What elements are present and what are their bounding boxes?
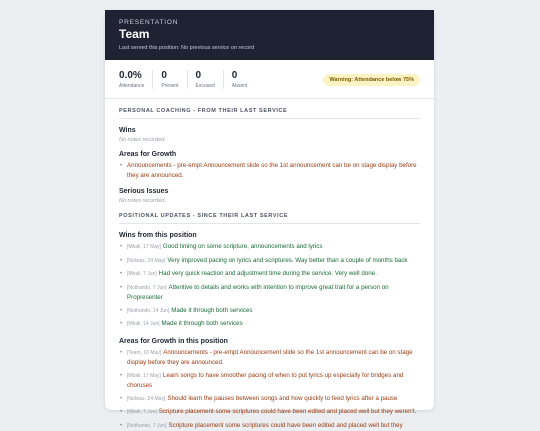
stat-excused [187, 70, 223, 89]
list-item [119, 283, 420, 303]
list-item: • Announcements - pre-empt Announcement slide so the 1st announcement can be on stage display before they are announced. [119, 161, 420, 180]
note-text: Attentive to details and works with intention to improve great trait for a person on Propresenter [127, 284, 389, 302]
stat-value: 0.0% [119, 70, 144, 82]
growth-list [119, 161, 420, 180]
stat-label: Present [161, 83, 178, 89]
position-growth-list [119, 348, 420, 431]
note-text: Had very quick reaction and adjustment time during the service. Very well done. [159, 270, 377, 277]
wins-empty-note: No notes recorded. [119, 137, 420, 143]
position-card [105, 10, 434, 410]
list-item [119, 319, 420, 330]
note-author-tag: [Mbali, 17 May] [127, 373, 161, 379]
note-author-tag: [Mbali, 14 Jun] [127, 321, 160, 327]
list-item [119, 269, 420, 280]
card-body [105, 108, 434, 431]
note-author-tag: [Nothando, 14 Jun] [127, 308, 169, 314]
position-wins-list [119, 242, 420, 330]
card-header [105, 10, 434, 60]
note-author-tag: [Nolwaz, 24 May] [127, 396, 165, 402]
list-item [119, 348, 420, 368]
positional-section-heading: POSITIONAL UPDATES - SINCE THEIR LAST SERVICE [119, 213, 420, 224]
stat-absent [223, 70, 256, 89]
issues-empty-note: No notes recorded. [119, 198, 420, 204]
stat-label: Absent [232, 83, 248, 89]
position-wins-heading: Wins from this position [119, 232, 420, 239]
stat-label: Attendance [119, 83, 144, 89]
stat-label: Excused [196, 83, 215, 89]
stat-value: 0 [196, 70, 215, 82]
list-item [119, 407, 420, 418]
note-author-tag: [Mbali, 7 Jun] [127, 409, 157, 415]
stat-present [152, 70, 186, 89]
attendance-warning-badge: Warning: Attendance below 75% [323, 74, 420, 86]
stat-value: 0 [232, 70, 248, 82]
note-text: Good timing on some scripture, announcements and lyrics [163, 243, 323, 250]
note-text: Made it through both services [171, 307, 252, 314]
position-growth-heading: Areas for Growth in this position [119, 338, 420, 345]
note-author-tag: [Nolwaz, 24 May] [127, 258, 165, 264]
list-item [119, 306, 420, 317]
last-served-text: Last served this position: No previous service on record [119, 45, 420, 51]
note-author-tag: [Nothando, 7 Jun] [127, 285, 166, 291]
position-kicker: PRESENTATION [119, 19, 420, 26]
list-item [119, 371, 420, 391]
note-text: Made it through both services [162, 320, 243, 327]
list-item [119, 256, 420, 267]
note-author-tag: [Nothando, 7 Jun] [127, 423, 166, 429]
note-text: Very improved pacing on lyrics and scriptures. Way better than a couple of months back [167, 257, 407, 264]
note-author-tag: [Team, 10 May] [127, 350, 161, 356]
stat-attendance [119, 70, 152, 89]
page-title: Team [119, 28, 420, 41]
list-item [119, 394, 420, 405]
note-author-tag: [Mbali, 7 Jun] [127, 271, 157, 277]
note-text: Scripture placement some scriptures could have been edited and placed well but they weren't. [159, 408, 416, 415]
note-text: Announcements - pre-empt Announcement slide so the 1st announcement can be on stage display before they are announced. [127, 349, 413, 367]
coaching-section-heading: PERSONAL COACHING - FROM THEIR LAST SERVICE [119, 108, 420, 119]
list-item [119, 242, 420, 253]
note-text: Scripture placement some scriptures could have been edited and placed well but they [168, 422, 402, 429]
list-item [119, 421, 420, 431]
note-text: Should learn the pauses between songs and how quickly to feed lyrics after a pause [167, 395, 397, 402]
attendance-stats [105, 60, 434, 99]
note-text: Learn songs to have smoother pacing of when to put lyrics up especially for bridges and choruses [127, 372, 403, 390]
wins-heading: Wins [119, 127, 420, 134]
stat-value: 0 [161, 70, 178, 82]
note-author-tag: [Mbali, 17 May] [127, 244, 161, 250]
growth-heading: Areas for Growth [119, 151, 420, 158]
serious-issues-heading: Serious Issues [119, 188, 420, 195]
